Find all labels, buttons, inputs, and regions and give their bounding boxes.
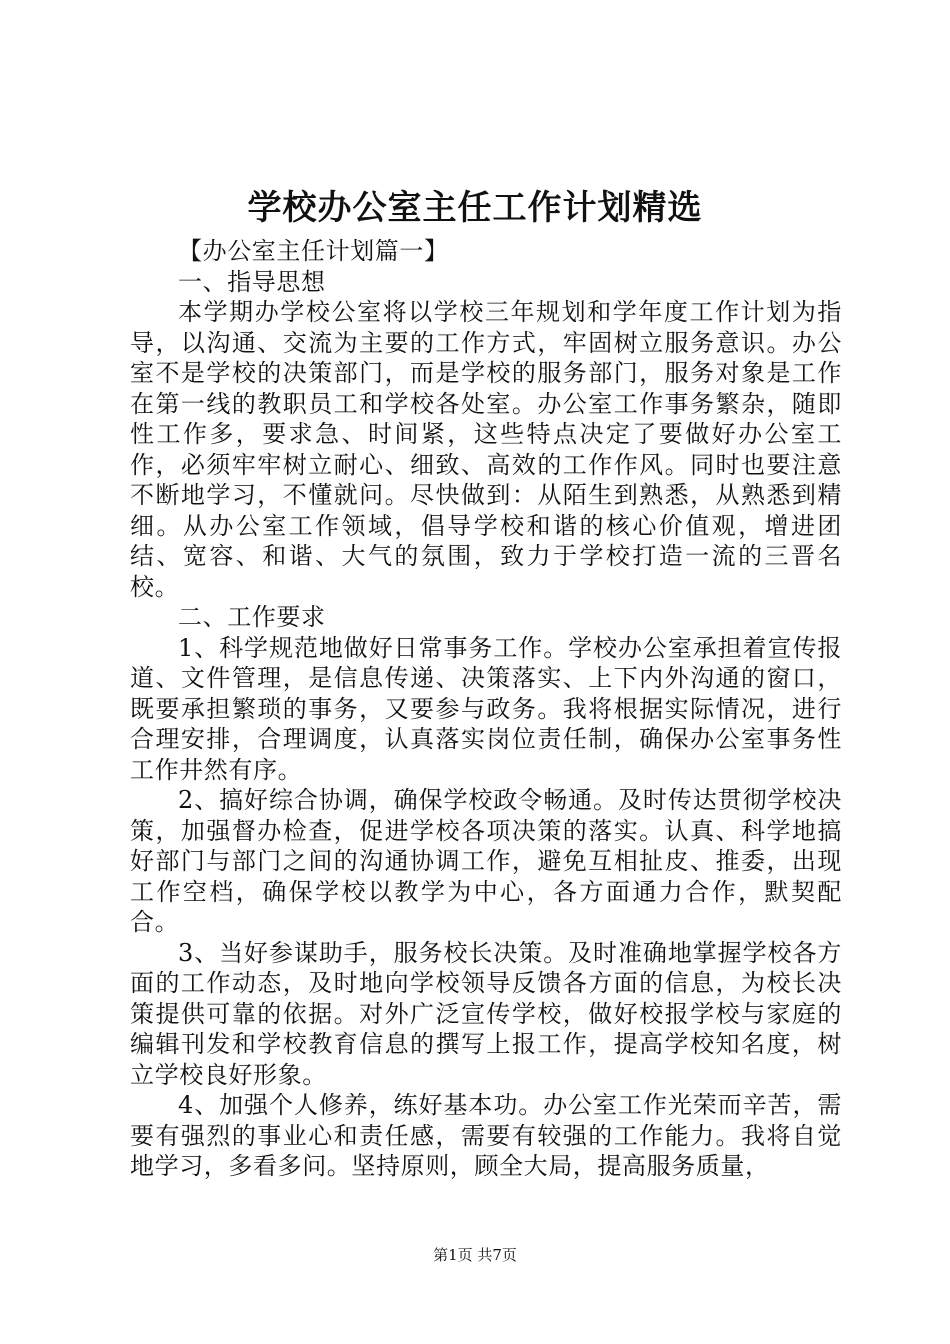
section-label: 【办公室主任计划篇一】 [178, 237, 449, 265]
paragraph-requirement-4: 4、加强个人修养，练好基本功。办公室工作光荣而辛苦，需要有强烈的事业心和责任感，需要有较强的工作能力。我将自觉地学习，多看多问。坚持原则，顾全大局，提高服务质量， [130, 1091, 842, 1180]
heading-work-requirements: 二、工作要求 [178, 603, 326, 631]
paragraph-guiding-ideology: 本学期办学校公室将以学校三年规划和学年度工作计划为指导，以沟通、交流为主要的工作方式，牢固树立服务意识。办公室不是学校的决策部门，而是学校的服务部门，服务对象是工作在第一线的教职员工和学校各处室。办公室工作事务繁杂，随即性工作多，要求急、时间紧，这些特点决定了要做好办公室工作，必须牢牢树立耐心、细致、高效的工作作风。同时也要注意不断地学习，不懂就问。尽快做到：从陌生到熟悉，从熟悉到精细。从办公室工作领域，倡导学校和谐的核心价值观，增进团结、宽容、和谐、大气的氛围，致力于学校打造一流的三晋名校。 [130, 298, 842, 601]
document-title: 学校办公室主任工作计划精选 [247, 188, 703, 228]
paragraph-requirement-2: 2、搞好综合协调，确保学校政令畅通。及时传达贯彻学校决策，加强督办检查，促进学校各项决策的落实。认真、科学地搞好部门与部门之间的沟通协调工作，避免互相扯皮、推委，出现工作空档，确保学校以教学为中心，各方面通力合作，默契配合。 [130, 786, 842, 936]
paragraph-requirement-3: 3、当好参谋助手，服务校长决策。及时准确地掌握学校各方面的工作动态，及时地向学校领导反馈各方面的信息，为校长决策提供可靠的依据。对外广泛宣传学校，做好校报学校与家庭的编辑刊发和学校教育信息的撰写上报工作，提高学校知名度，树立学校良好形象。 [130, 938, 842, 1089]
page-number-footer: 第1页 共7页 [433, 1246, 517, 1264]
document-body [130, 236, 842, 1182]
paragraph-requirement-1: 1、科学规范地做好日常事务工作。学校办公室承担着宣传报道、文件管理，是信息传递、决策落实、上下内外沟通的窗口，既要承担繁琐的事务，又要参与政务。我将根据实际情况，进行合理安排，合理调度，认真落实岗位责任制，确保办公室事务性工作井然有序。 [130, 633, 842, 784]
heading-guiding-ideology: 一、指导思想 [178, 267, 326, 296]
